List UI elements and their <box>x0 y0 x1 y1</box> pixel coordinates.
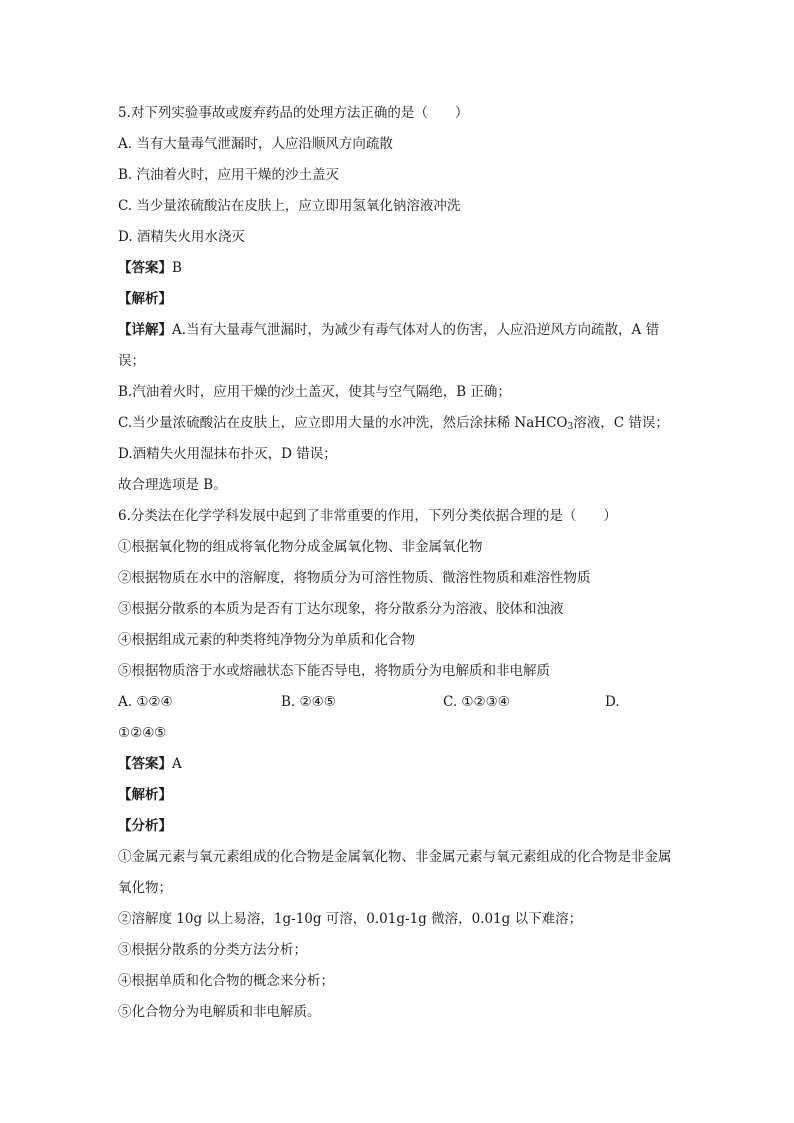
q6-answer-label: 【答案】 <box>118 756 172 772</box>
q6-item-4: ④根据组成元素的种类将纯净物分为单质和化合物 <box>118 632 415 648</box>
q6-item-1: ①根据氧化物的组成将氧化物分成金属氧化物、非金属氧化物 <box>118 539 483 555</box>
q6-fenxi-label: 【分析】 <box>118 818 172 834</box>
q6-note-5: ⑤化合物分为电解质和非电解质。 <box>118 1004 321 1020</box>
q5-option-b: B. 汽油着火时，应用干燥的沙土盖灭 <box>118 167 340 183</box>
q6-option-d-letter: D. <box>605 694 620 710</box>
q5-detail-c-sub: 3 <box>567 422 574 432</box>
q5-detail-label: 【详解】 <box>118 322 172 338</box>
q6-item-3: ③根据分散系的本质为是否有丁达尔现象，将分散系分为溶液、胶体和浊液 <box>118 601 564 617</box>
q6-option-a: A. ①②④ <box>118 694 173 710</box>
q5-detail-a <box>118 315 678 377</box>
q5-detail-b: B.汽油着火时，应用干燥的沙土盖灭，使其与空气隔绝，B 正确； <box>118 384 511 400</box>
q6-answer-value: A <box>172 756 182 772</box>
q6-item-2: ②根据物质在水中的溶解度，将物质分为可溶性物质、微溶性物质和难溶性物质 <box>118 570 591 586</box>
q5-detail-c-pre: C.当少量浓硫酸沾在皮肤上，应立即用大量的水冲洗，然后涂抹稀 NaHCO <box>118 415 568 431</box>
q5-answer-value: B <box>172 260 182 276</box>
q6-note-2: ②溶解度 10g 以上易溶，1g-10g 可溶，0.01g-1g 微溶，0.01g 以下难溶； <box>118 911 583 927</box>
q5-detail-c <box>118 408 678 439</box>
q5-detail-c-post: 溶液，C 错误； <box>573 415 669 431</box>
q6-analysis-label: 【解析】 <box>118 787 172 803</box>
q6-item-5: ⑤根据物质溶于水或熔融状态下能否导电，将物质分为电解质和非电解质 <box>118 663 550 679</box>
q6-answer <box>118 749 678 780</box>
q6-note-4: ④根据单质和化合物的概念来分析； <box>118 973 334 989</box>
q5-analysis-label: 【解析】 <box>118 291 172 307</box>
q5-detail-a-text: A.当有大量毒气泄漏时，为减少有毒气体对人的伤害，人应沿逆风方向疏散，A 错误； <box>118 322 660 369</box>
q5-option-d: D. 酒精失火用水浇灭 <box>118 229 245 245</box>
q6-option-c: C. ①②③④ <box>443 694 510 710</box>
q5-detail-d: D.酒精失火用湿抹布扑灭，D 错误； <box>118 446 337 462</box>
q6-note-1: ①金属元素与氧元素组成的化合物是金属氧化物、非金属元素与氧元素组成的化合物是非金属氧化物； <box>118 849 672 896</box>
document-page <box>118 98 678 1028</box>
q6-option-d-value: ①②④⑤ <box>118 725 167 741</box>
q5-option-a: A. 当有大量毒气泄漏时，人应沿顺风方向疏散 <box>118 136 393 152</box>
q5-answer-label: 【答案】 <box>118 260 172 276</box>
q6-stem: 6.分类法在化学学科发展中起到了非常重要的作用，下列分类依据合理的是（ ） <box>118 508 617 524</box>
q6-option-b: B. ②④⑤ <box>281 694 336 710</box>
q5-answer <box>118 253 678 284</box>
q5-option-c: C. 当少量浓硫酸沾在皮肤上，应立即用氢氧化钠溶液冲洗 <box>118 198 461 214</box>
q5-stem: 5.对下列实验事故或废弃药品的处理方法正确的是（ ） <box>118 105 469 121</box>
q5-conclusion: 故合理选项是 B。 <box>118 477 227 493</box>
q6-options-row <box>118 687 678 718</box>
q6-note-3: ③根据分散系的分类方法分析； <box>118 942 307 958</box>
